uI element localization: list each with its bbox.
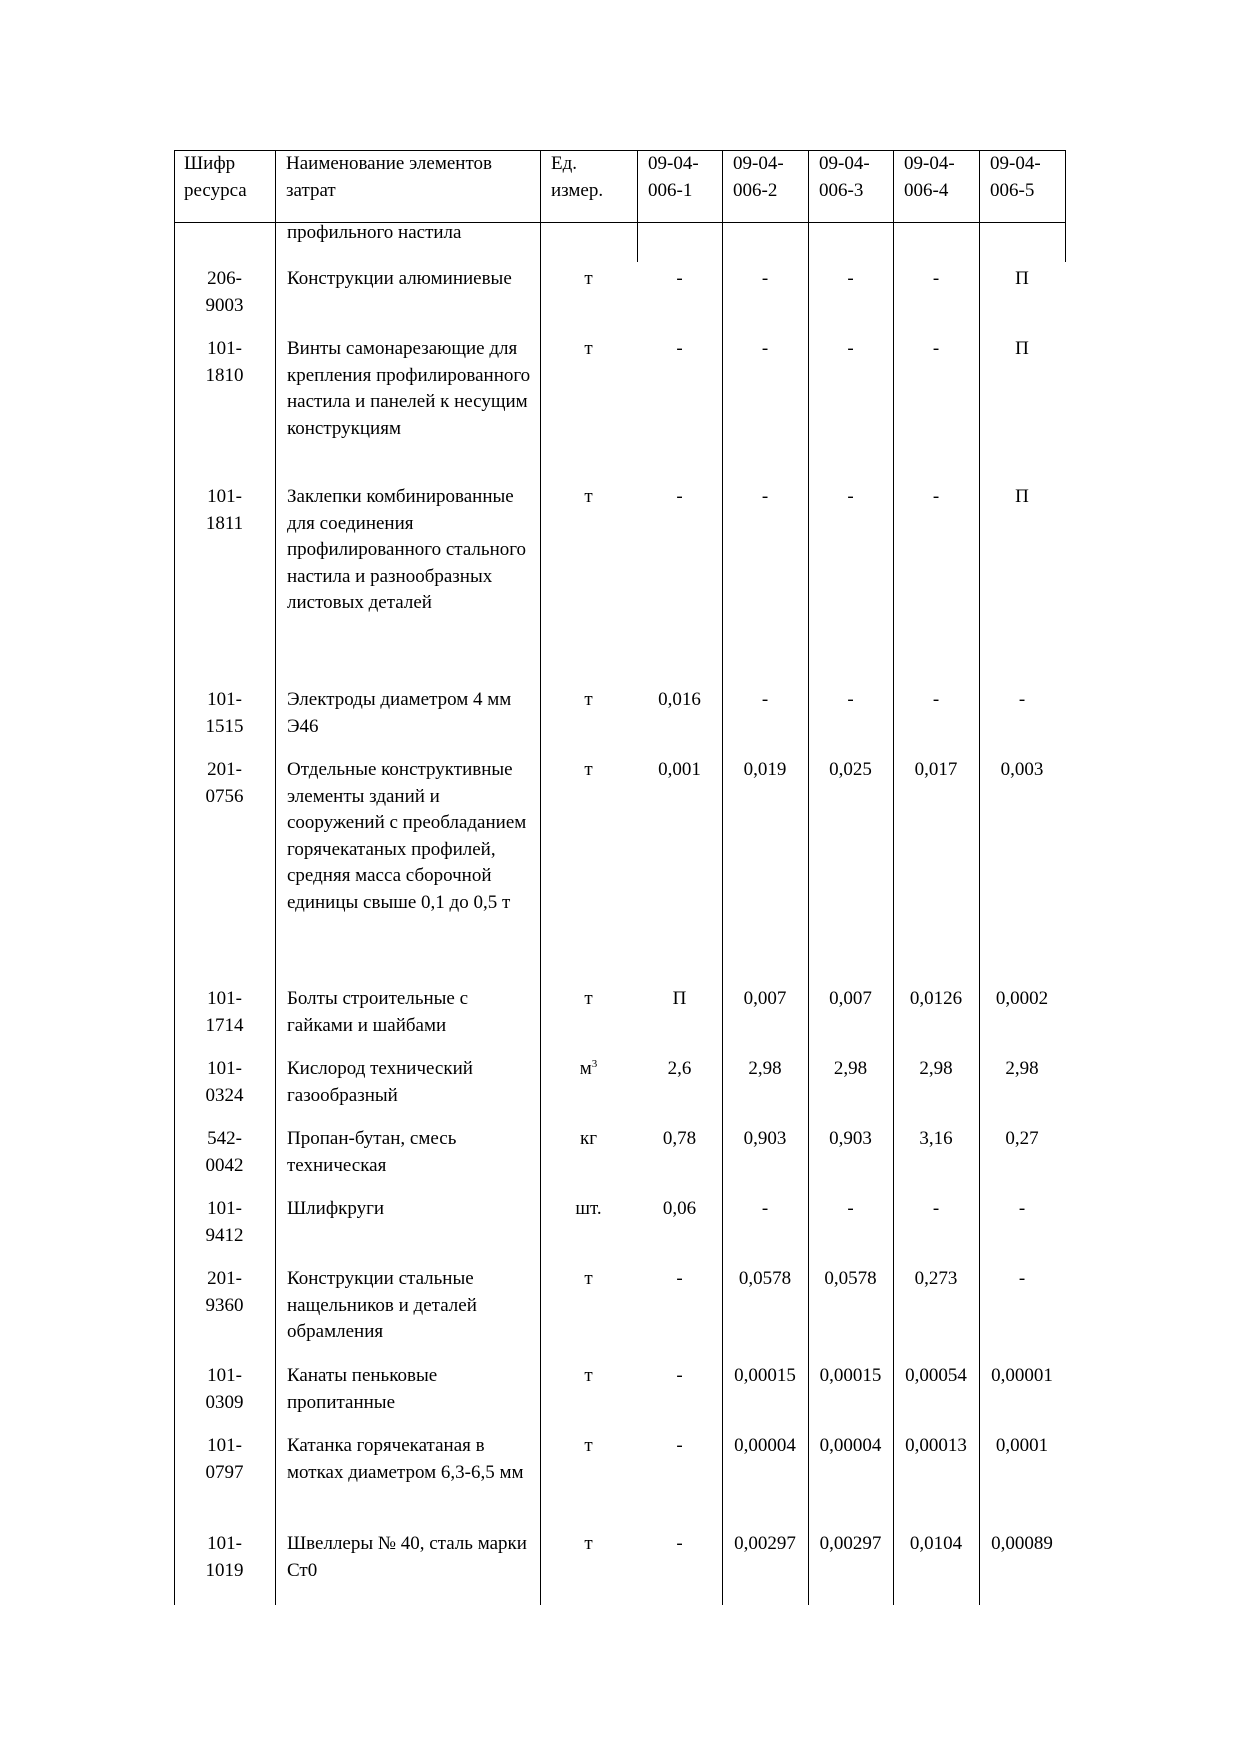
- norm-value-4: 0,017: [914, 759, 958, 780]
- norm-value-5: 0,003: [1000, 759, 1044, 780]
- header-c2: 09-04-006-2: [733, 153, 784, 201]
- header-c1: 09-04-006-1: [648, 153, 699, 201]
- norm-value-4: 2,98: [919, 1058, 953, 1079]
- unit-of-measure: [540, 1531, 637, 1558]
- unit-text: т: [584, 338, 593, 359]
- unit-text: т: [584, 988, 593, 1009]
- unit-of-measure: [540, 1196, 637, 1223]
- resource-code: 206-9003: [205, 268, 244, 316]
- resource-name: Отдельные конструктивные элементы зданий и сооружений с преобладанием горячекатаных профилей, средняя масса сборочной единицы свыше 0,1 до 0,5 т: [287, 759, 527, 913]
- unit-text: т: [584, 268, 593, 289]
- resource-code: 101-0797: [205, 1435, 244, 1483]
- resource-code: 101-0309: [205, 1365, 244, 1413]
- norm-value-4: -: [932, 486, 940, 507]
- resource-name: Шлифкруги: [287, 1198, 385, 1219]
- norm-value-5: 0,00089: [991, 1533, 1053, 1554]
- unit-text: т: [584, 1435, 593, 1456]
- unit-of-measure: [540, 266, 637, 293]
- norm-value-3: -: [847, 1198, 854, 1219]
- unit-text: т: [584, 689, 593, 710]
- norm-value-4: 0,00054: [905, 1365, 967, 1386]
- unit-text: т: [584, 1365, 593, 1386]
- resource-code: 542-0042: [205, 1128, 244, 1176]
- norm-value-2: 0,007: [743, 988, 787, 1009]
- unit-of-measure: [540, 1126, 637, 1153]
- norm-value-1: 0,016: [658, 689, 701, 710]
- norm-value-5: -: [1018, 1268, 1026, 1289]
- norm-value-5: П: [1015, 486, 1029, 507]
- unit-text: т: [584, 759, 593, 780]
- unit-of-measure: [540, 986, 637, 1013]
- norm-value-1: 2,6: [667, 1058, 692, 1079]
- norm-value-2: -: [761, 268, 769, 289]
- norm-value-1: 0,001: [658, 759, 701, 780]
- resource-code: 101-9412: [205, 1198, 244, 1246]
- unit-of-measure: [540, 1266, 637, 1293]
- resource-name: Заклепки комбинированные для соединения профилированного стального настила и разнообразных листовых деталей: [287, 486, 527, 613]
- resource-name: Электроды диаметром 4 мм Э46: [287, 689, 512, 737]
- continuation-text: профильного настила: [287, 222, 462, 243]
- norm-value-4: 0,273: [914, 1268, 958, 1289]
- unit-text: т: [584, 1533, 593, 1554]
- resource-name: Швеллеры № 40, сталь марки Ст0: [287, 1533, 527, 1581]
- resource-name: Канаты пеньковые пропитанные: [287, 1365, 438, 1413]
- norm-value-2: -: [761, 689, 769, 710]
- norm-value-5: П: [1015, 338, 1029, 359]
- resource-code: 201-0756: [205, 759, 244, 807]
- norm-value-1: -: [676, 1435, 683, 1456]
- norm-value-4: 0,00013: [905, 1435, 967, 1456]
- header-code: Шифр ресурса: [184, 153, 247, 201]
- unit-of-measure: [540, 1056, 637, 1083]
- resource-table: [174, 150, 1066, 1605]
- resource-code: 201-9360: [205, 1268, 244, 1316]
- header-unit: Ед. измер.: [551, 153, 604, 201]
- norm-value-1: -: [676, 1365, 683, 1386]
- norm-value-4: -: [932, 1198, 940, 1219]
- norm-value-5: П: [1015, 268, 1029, 289]
- col-border-right: [1065, 150, 1066, 262]
- unit-text: т: [584, 1268, 593, 1289]
- norm-value-5: 0,0001: [995, 1435, 1049, 1456]
- norm-value-1: -: [676, 338, 683, 359]
- norm-value-3: 0,025: [829, 759, 872, 780]
- resource-code: 101-1811: [205, 486, 244, 534]
- norm-value-3: 0,00015: [819, 1365, 882, 1386]
- norm-value-2: 0,00004: [734, 1435, 796, 1456]
- norm-value-1: -: [676, 486, 683, 507]
- unit-superscript: 3: [591, 1058, 598, 1070]
- norm-value-5: 0,0002: [995, 988, 1049, 1009]
- resource-code: 101-1019: [205, 1533, 244, 1581]
- norm-value-3: 0,007: [829, 988, 872, 1009]
- resource-name: Конструкции алюминиевые: [287, 268, 512, 289]
- norm-value-2: 0,00297: [734, 1533, 796, 1554]
- resource-name: Пропан-бутан, смесь техническая: [287, 1128, 457, 1176]
- norm-value-2: 0,019: [743, 759, 787, 780]
- unit-of-measure: [540, 1433, 637, 1460]
- norm-value-3: -: [847, 689, 854, 710]
- norm-value-4: -: [932, 268, 940, 289]
- unit-text: т: [584, 486, 593, 507]
- unit-text: кг: [579, 1128, 598, 1149]
- norm-value-5: -: [1018, 689, 1026, 710]
- norm-value-3: -: [847, 486, 854, 507]
- norm-value-2: 2,98: [748, 1058, 782, 1079]
- resource-name: Кислород технический газообразный: [287, 1058, 473, 1106]
- norm-value-3: 0,903: [829, 1128, 872, 1149]
- norm-value-3: -: [847, 268, 854, 289]
- norm-value-4: -: [932, 338, 940, 359]
- norm-value-2: -: [761, 486, 769, 507]
- resource-code: 101-0324: [205, 1058, 244, 1106]
- norm-value-4: 3,16: [919, 1128, 953, 1149]
- unit-of-measure: [540, 336, 637, 363]
- resource-name: Конструкции стальные нащельников и деталей обрамления: [287, 1268, 477, 1342]
- unit-of-measure: [540, 484, 637, 511]
- norm-value-5: -: [1018, 1198, 1026, 1219]
- norm-value-1: -: [676, 1268, 683, 1289]
- resource-name: Винты самонарезающие для крепления профилированного настила и панелей к несущим конструкциям: [287, 338, 531, 439]
- resource-code: 101-1714: [205, 988, 244, 1036]
- norm-value-3: 0,00004: [819, 1435, 882, 1456]
- resource-name: Катанка горячекатаная в мотках диаметром 6,3-6,5 мм: [287, 1435, 524, 1483]
- header-c4: 09-04-006-4: [904, 153, 955, 201]
- norm-value-5: 0,00001: [991, 1365, 1053, 1386]
- norm-value-2: -: [761, 1198, 769, 1219]
- unit-of-measure: [540, 757, 637, 784]
- header-name: Наименование элементов затрат: [286, 153, 492, 201]
- norm-value-1: 0,78: [662, 1128, 697, 1149]
- norm-value-5: 0,27: [1005, 1128, 1039, 1149]
- unit-of-measure: [540, 687, 637, 714]
- norm-value-2: -: [761, 338, 769, 359]
- resource-code: 101-1810: [205, 338, 244, 386]
- norm-value-4: -: [932, 689, 940, 710]
- norm-value-4: 0,0126: [909, 988, 963, 1009]
- norm-value-5: 2,98: [1005, 1058, 1039, 1079]
- norm-value-1: 0,06: [662, 1198, 697, 1219]
- norm-value-3: 2,98: [833, 1058, 868, 1079]
- norm-value-2: 0,0578: [738, 1268, 792, 1289]
- norm-value-3: 0,00297: [819, 1533, 882, 1554]
- unit-of-measure: [540, 1363, 637, 1390]
- norm-value-3: -: [847, 338, 854, 359]
- norm-value-3: 0,0578: [824, 1268, 877, 1289]
- resource-name: Болты строительные с гайками и шайбами: [287, 988, 469, 1036]
- norm-value-1: -: [676, 268, 683, 289]
- norm-value-1: П: [672, 988, 687, 1009]
- header-c5: 09-04-006-5: [990, 153, 1041, 201]
- norm-value-4: 0,0104: [909, 1533, 963, 1554]
- unit-text: м: [579, 1058, 592, 1079]
- resource-code: 101-1515: [205, 689, 244, 737]
- norm-value-2: 0,00015: [734, 1365, 796, 1386]
- unit-text: шт.: [575, 1198, 602, 1219]
- norm-value-1: -: [676, 1533, 683, 1554]
- norm-value-2: 0,903: [743, 1128, 787, 1149]
- header-c3: 09-04-006-3: [819, 153, 870, 201]
